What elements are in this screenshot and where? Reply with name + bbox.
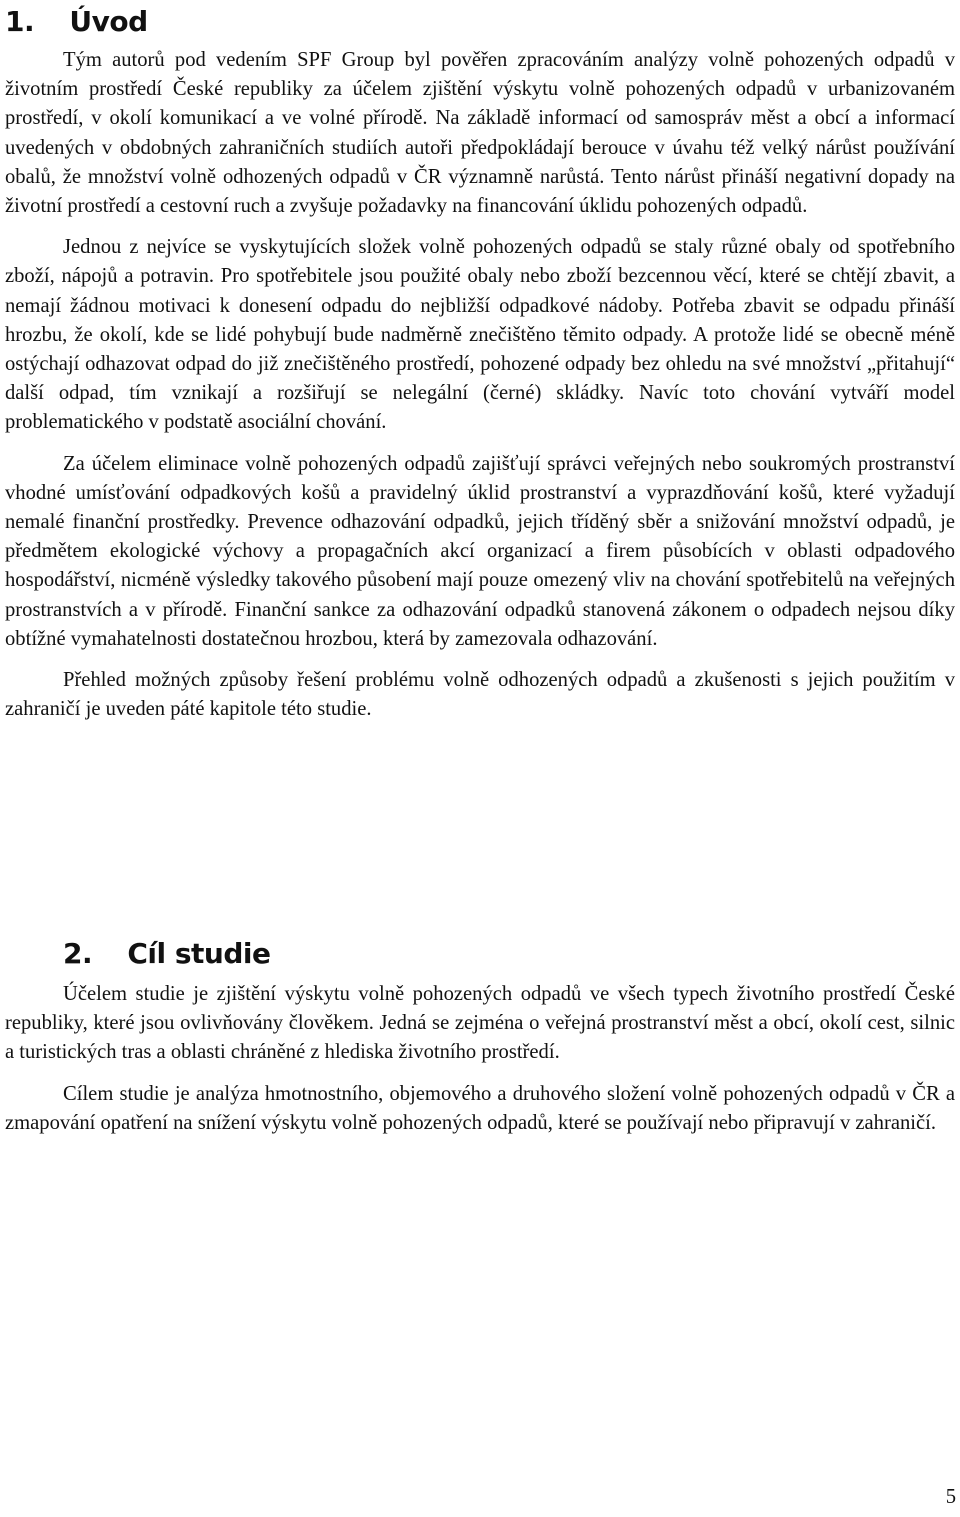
section-goal-body <box>5 980 955 1138</box>
paragraph: Účelem studie je zjištění výskytu volně pohozených odpadů ve všech typech životního prostředí České republiky, které jsou ovlivňovány člověkem. Jedná se zejména o veřejná prostranství měst a obcí, okolí cest, silnic a turistických tras a oblasti chráněné z hlediska životního prostředí. <box>5 983 955 1064</box>
section-heading-goal <box>5 934 270 974</box>
section-title: Cíl studie <box>127 937 271 970</box>
section-heading-intro <box>5 2 148 42</box>
paragraph: Tým autorů pod vedením SPF Group byl pověřen zpracováním analýzy volně pohozených odpadů v životním prostředí České republiky za účelem zjištění výskytu volně pohozených odpadů v urbanizovaném prostředí, v okolí komunikací a ve volné přírodě. Na základě informací od samospráv měst a obcí a informací uvedených v obdobných zahraničních studiích autoři předpokládají berouce v úvahu též velký nárůst používání obalů, že množství volně odhozených odpadů v ČR významně narůstá. Tento nárůst přináší negativní dopady na životní prostředí a cestovní ruch a zvyšuje požadavky na financování úklidu pohozených odpadů. <box>5 49 955 218</box>
section-number: 1. <box>5 5 35 38</box>
section-number: 2. <box>63 937 93 970</box>
paragraph: Cílem studie je analýza hmotnostního, objemového a druhového složení volně pohozených odpadů v ČR a zmapování opatření na snížení výskytu volně pohozených odpadů, které se používají nebo připravují v zahraničí. <box>5 1082 955 1134</box>
section-intro-body <box>5 46 955 724</box>
paragraph: Přehled možných způsoby řešení problému volně odhozených odpadů a zkušenosti s jejich použitím v zahraničí je uveden páté kapitole této studie. <box>5 669 955 721</box>
page-number: 5 <box>945 1486 956 1508</box>
paragraph: Za účelem eliminace volně pohozených odpadů zajišťují správci veřejných nebo soukromých prostranství vhodné umísťování odpadkových košů a pravidelný úklid prostranství a vyprazdňování košů, které vyžadují nemalé finanční prostředky. Prevence odhazování odpadků, jejich tříděný sběr a snižování množství odpadů, je předmětem ekologické výchovy a propagačních akcí organizací a firem působících v oblasti odpadového hospodářství, nicméně výsledky takového působení mají pouze omezený vliv na chování spotřebitelů na veřejných prostranstvích a v přírodě. Finanční sankce za odhazování odpadků stanovená zákonem o odpadech nejsou díky obtížné vymahatelnosti dostatečnou hrozbou, která by zamezovala odhazování. <box>5 452 955 650</box>
paragraph: Jednou z nejvíce se vyskytujících složek volně pohozených odpadů se staly různé obaly od spotřebního zboží, nápojů a potravin. Pro spotřebitele jsou použité obaly nebo zboží bezcennou věcí, které se chtějí zbavit, a nemají žádnou motivaci k donesení odpadu do nejbližší odpadkové nádoby. Potřeba zbavit se odpadu přináší hrozbu, že okolí, kde se lidé pohybují bude nadměrně znečištěno těmito odpady. A protože lidé se obecně méně ostýchají odhazovat odpad do již znečištěného prostředí, pohozené odpady bez ohledu na své množství „přitahují“ další odpad, tím vznikají a rozšiřují se nelegální (černé) skládky. Navíc toto chování vytváří model problematického v podstatě asociální chování. <box>5 236 955 434</box>
section-title: Úvod <box>69 5 148 38</box>
